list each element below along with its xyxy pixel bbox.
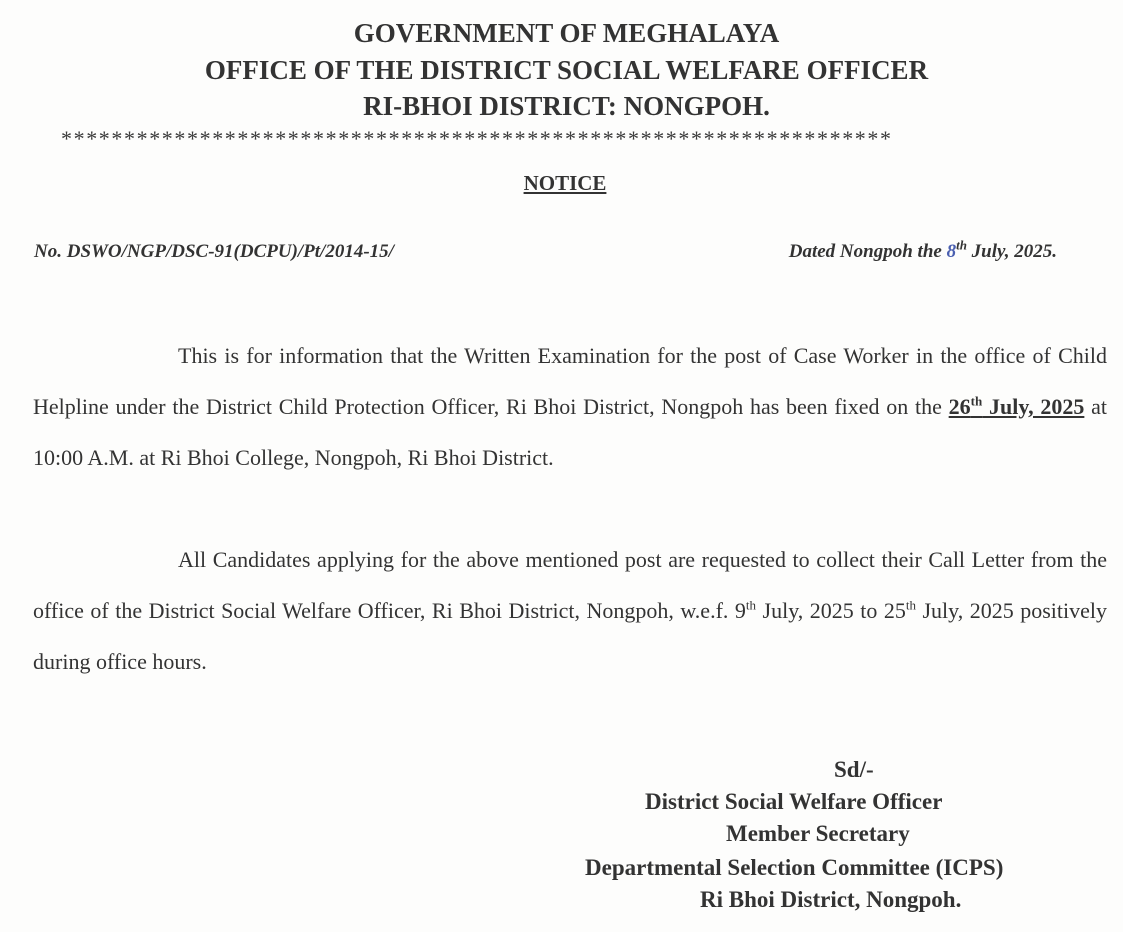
notice-date (788, 237, 1057, 264)
para1-text-before: This is for information that the Written Examination for the post of Case Worker in the office of Child Helpline under the District Child Protection Officer, Ri Bhoi District, Nongpoh has been fixed on the (33, 343, 1107, 419)
paragraph-call-letter (33, 534, 1107, 687)
government-heading: GOVERNMENT OF MEGHALAYA (353, 18, 780, 48)
from-rest: July, 2025 to (756, 598, 884, 623)
exam-day-sup: th (970, 393, 983, 409)
district-heading: RI-BHOI DISTRICT: NONGPOH. (363, 91, 770, 121)
signature-committee: Departmental Selection Committee (ICPS) (585, 855, 1004, 880)
signature-designation: District Social Welfare Officer (645, 789, 943, 814)
reference-number: No. DSWO/NGP/DSC-91(DCPU)/Pt/2014-15/ (34, 241, 394, 262)
from-day: 9 (734, 598, 746, 623)
to-day-sup: th (905, 597, 916, 613)
exam-date (949, 394, 1085, 419)
paragraph-exam-info (33, 330, 1107, 483)
notice-title: NOTICE (523, 171, 607, 195)
date-suffix: July, 2025. (966, 241, 1057, 262)
exam-month-year: July, 2025 (982, 394, 1085, 419)
signature-sd: Sd/- (834, 757, 874, 782)
para2-text-before: All Candidates applying for the above mentioned post are requested to collect their Call Letter from the office of the District Social Welfare Officer, Ri Bhoi District, Nongpoh, w.e.f. (33, 547, 1107, 623)
header-separator: ****************************************************************** (61, 126, 893, 151)
para1-text-after: at 10:00 A.M. at Ri Bhoi College, Nongpoh, Ri Bhoi District. (33, 394, 1107, 470)
to-day: 25 (883, 598, 906, 623)
signature-role: Member Secretary (726, 821, 910, 846)
to-rest: July, 2025 positively during office hours. (33, 598, 1108, 674)
signature-location: Ri Bhoi District, Nongpoh. (700, 887, 962, 912)
date-day: 8 (946, 241, 957, 262)
from-day-sup: th (745, 597, 757, 613)
date-prefix: Dated Nongpoh the (788, 241, 947, 262)
office-heading: OFFICE OF THE DISTRICT SOCIAL WELFARE OFFICER (204, 55, 929, 85)
date-day-sup: th (956, 237, 967, 253)
exam-day: 26 (948, 394, 971, 419)
